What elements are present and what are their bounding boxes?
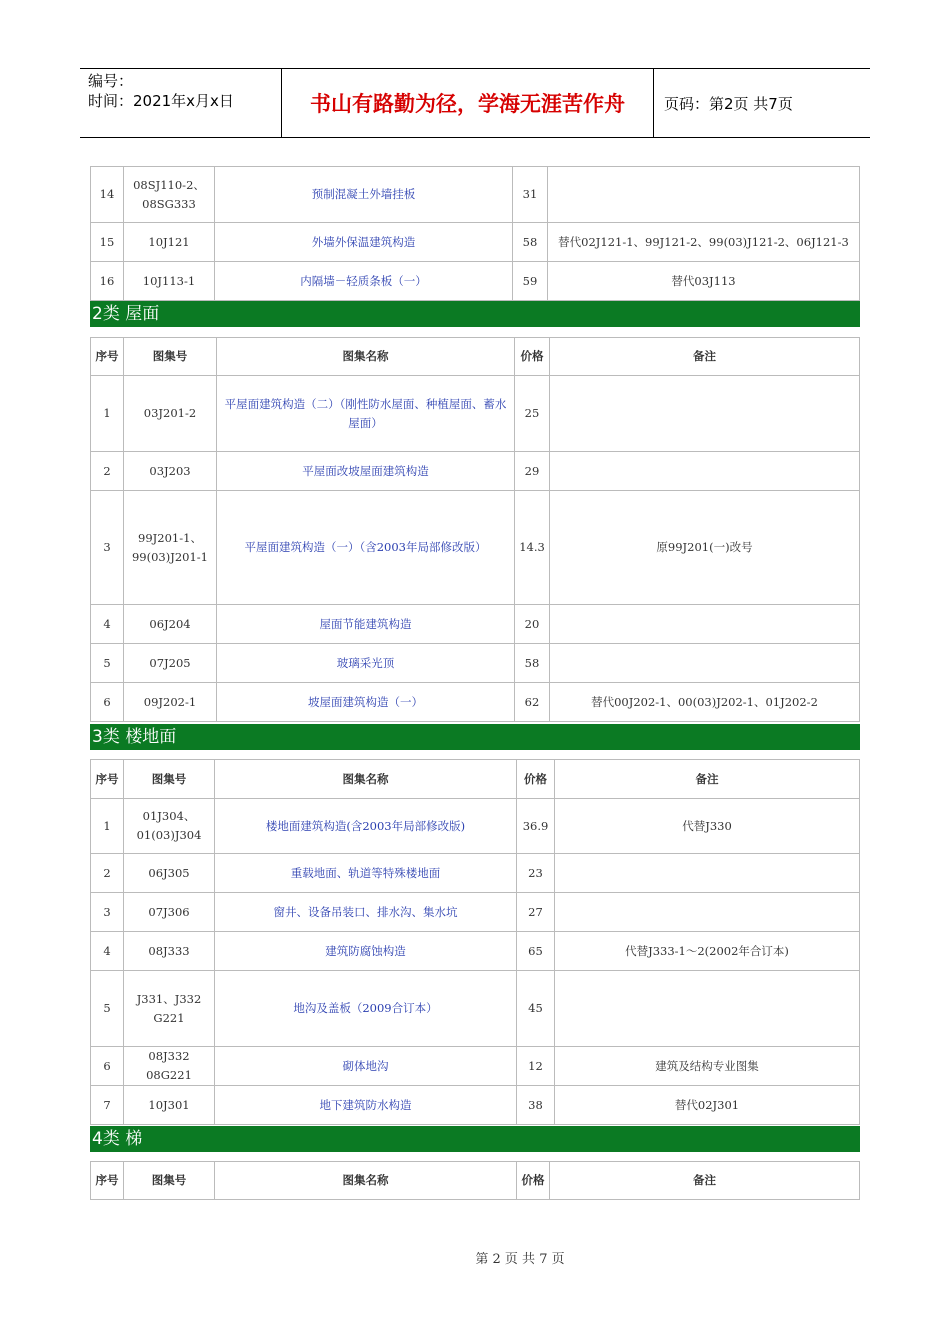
cell-price: 38 xyxy=(517,1086,555,1125)
cell-no: 5 xyxy=(91,644,124,683)
cell-price: 14.3 xyxy=(515,491,550,605)
cell-note xyxy=(548,167,860,223)
table-roof xyxy=(90,337,860,722)
cell-no: 6 xyxy=(91,1047,124,1086)
col-header-code: 图集号 xyxy=(124,338,217,376)
cell-no: 7 xyxy=(91,1086,124,1125)
cell-no: 1 xyxy=(91,799,124,854)
cell-name-link[interactable]: 建筑防腐蚀构造 xyxy=(215,932,517,971)
cell-note xyxy=(555,854,860,893)
cell-note: 代替J333-1～2(2002年合订本) xyxy=(555,932,860,971)
category-header-stairs: 4类 梯 xyxy=(90,1126,860,1152)
cell-no: 2 xyxy=(91,854,124,893)
cell-code: 08J333 xyxy=(124,932,215,971)
cell-code: J331、J332 G221 xyxy=(124,971,215,1047)
document-time-label: 时间：2021年x月x日 xyxy=(88,92,234,110)
table-row xyxy=(91,167,860,223)
document-number-label: 编号： xyxy=(88,72,134,90)
cell-note: 替代02J301 xyxy=(555,1086,860,1125)
cell-name-link[interactable]: 坡屋面建筑构造（一） xyxy=(217,683,515,722)
cell-name-link[interactable]: 平屋面改坡屋面建筑构造 xyxy=(217,452,515,491)
col-header-note: 备注 xyxy=(550,338,860,376)
cell-price: 12 xyxy=(517,1047,555,1086)
table-row xyxy=(91,799,860,854)
cell-no: 4 xyxy=(91,932,124,971)
table-stairs xyxy=(90,1161,860,1200)
table-header-row xyxy=(91,1162,860,1200)
table-header-row xyxy=(91,760,860,799)
cell-note: 替代02J121-1、99J121-2、99(03)J121-2、06J121-3 xyxy=(548,223,860,262)
cell-no: 4 xyxy=(91,605,124,644)
cell-no: 2 xyxy=(91,452,124,491)
cell-name-link[interactable]: 平屋面建筑构造（一）（含2003年局部修改版） xyxy=(217,491,515,605)
cell-note xyxy=(555,971,860,1047)
cell-no: 15 xyxy=(91,223,124,262)
cell-note: 代替J330 xyxy=(555,799,860,854)
col-header-note: 备注 xyxy=(550,1162,860,1200)
cell-code: 08J332 08G221 xyxy=(124,1047,215,1086)
cell-code: 09J202-1 xyxy=(124,683,217,722)
col-header-code: 图集号 xyxy=(124,760,215,799)
cell-code: 10J113-1 xyxy=(124,262,215,301)
cell-note xyxy=(550,452,860,491)
cell-price: 36.9 xyxy=(517,799,555,854)
cell-price: 58 xyxy=(515,644,550,683)
cell-price: 31 xyxy=(513,167,548,223)
category-header-floor: 3类 楼地面 xyxy=(90,724,860,750)
cell-note: 建筑及结构专业图集 xyxy=(555,1047,860,1086)
cell-name-link[interactable]: 地下建筑防水构造 xyxy=(215,1086,517,1125)
col-header-no: 序号 xyxy=(91,1162,124,1200)
cell-code: 10J301 xyxy=(124,1086,215,1125)
cell-price: 27 xyxy=(517,893,555,932)
table-row xyxy=(91,262,860,301)
col-header-no: 序号 xyxy=(91,760,124,799)
cell-price: 45 xyxy=(517,971,555,1047)
cell-no: 3 xyxy=(91,491,124,605)
cell-code: 06J204 xyxy=(124,605,217,644)
col-header-price: 价格 xyxy=(515,338,550,376)
table-row xyxy=(91,971,860,1047)
cell-price: 59 xyxy=(513,262,548,301)
cell-price: 62 xyxy=(515,683,550,722)
cell-note xyxy=(550,605,860,644)
table-row xyxy=(91,1086,860,1125)
cell-name-link[interactable]: 楼地面建筑构造(含2003年局部修改版) xyxy=(215,799,517,854)
header-motto: 书山有路勤为径，学海无涯苦作舟 xyxy=(282,69,654,137)
col-header-name: 图集名称 xyxy=(217,338,515,376)
header-left xyxy=(80,69,282,137)
table-row xyxy=(91,491,860,605)
cell-price: 29 xyxy=(515,452,550,491)
cell-code: 07J306 xyxy=(124,893,215,932)
cell-no: 6 xyxy=(91,683,124,722)
cell-name-link[interactable]: 重载地面、轨道等特殊楼地面 xyxy=(215,854,517,893)
table-row xyxy=(91,932,860,971)
table-row xyxy=(91,644,860,683)
cell-note xyxy=(550,376,860,452)
table-row xyxy=(91,1047,860,1086)
table-row xyxy=(91,223,860,262)
cell-no: 1 xyxy=(91,376,124,452)
cell-name-link[interactable]: 窗井、设备吊装口、排水沟、集水坑 xyxy=(215,893,517,932)
table-row xyxy=(91,376,860,452)
cell-no: 5 xyxy=(91,971,124,1047)
cell-name-link[interactable]: 玻璃采光顶 xyxy=(217,644,515,683)
cell-no: 14 xyxy=(91,167,124,223)
table-row xyxy=(91,893,860,932)
cell-code: 03J201-2 xyxy=(124,376,217,452)
cell-note xyxy=(550,644,860,683)
cell-name-link[interactable]: 砌体地沟 xyxy=(215,1047,517,1086)
col-header-no: 序号 xyxy=(91,338,124,376)
table-row xyxy=(91,854,860,893)
cell-name-link[interactable]: 平屋面建筑构造（二）（刚性防水屋面、种植屋面、蓄水屋面） xyxy=(217,376,515,452)
col-header-price: 价格 xyxy=(517,760,555,799)
table-row xyxy=(91,605,860,644)
col-header-name: 图集名称 xyxy=(215,760,517,799)
cell-price: 58 xyxy=(513,223,548,262)
cell-price: 23 xyxy=(517,854,555,893)
cell-code: 01J304、01(03)J304 xyxy=(124,799,215,854)
cell-note: 原99J201(一)改号 xyxy=(550,491,860,605)
cell-code: 10J121 xyxy=(124,223,215,262)
cell-no: 3 xyxy=(91,893,124,932)
table-header-row xyxy=(91,338,860,376)
cell-code: 06J305 xyxy=(124,854,215,893)
cell-code: 07J205 xyxy=(124,644,217,683)
col-header-name: 图集名称 xyxy=(215,1162,517,1200)
col-header-code: 图集号 xyxy=(124,1162,215,1200)
cell-note xyxy=(555,893,860,932)
table-prev-section xyxy=(90,166,860,301)
cell-code: 03J203 xyxy=(124,452,217,491)
table-floor xyxy=(90,759,860,1125)
cell-no: 16 xyxy=(91,262,124,301)
page-footer: 第 2 页 共 7 页 xyxy=(475,1252,565,1267)
cell-price: 25 xyxy=(515,376,550,452)
cell-name-link[interactable]: 地沟及盖板（2009合订本） xyxy=(215,971,517,1047)
cell-price: 20 xyxy=(515,605,550,644)
table-row xyxy=(91,452,860,491)
cell-name-link[interactable]: 外墙外保温建筑构造 xyxy=(215,223,513,262)
col-header-price: 价格 xyxy=(517,1162,550,1200)
header-page-label: 页码：第2页 共7页 xyxy=(664,94,793,113)
col-header-note: 备注 xyxy=(555,760,860,799)
cell-name-link[interactable]: 屋面节能建筑构造 xyxy=(217,605,515,644)
cell-note: 替代00J202-1、00(03)J202-1、01J202-2 xyxy=(550,683,860,722)
category-header-roof: 2类 屋面 xyxy=(90,301,860,327)
cell-name-link[interactable]: 预制混凝土外墙挂板 xyxy=(215,167,513,223)
table-row xyxy=(91,683,860,722)
cell-name-link[interactable]: 内隔墙－轻质条板（一） xyxy=(215,262,513,301)
page-header xyxy=(80,68,870,138)
cell-code: 08SJ110-2、08SG333 xyxy=(124,167,215,223)
cell-note: 替代03J113 xyxy=(548,262,860,301)
cell-code: 99J201-1、99(03)J201-1 xyxy=(124,491,217,605)
cell-price: 65 xyxy=(517,932,555,971)
